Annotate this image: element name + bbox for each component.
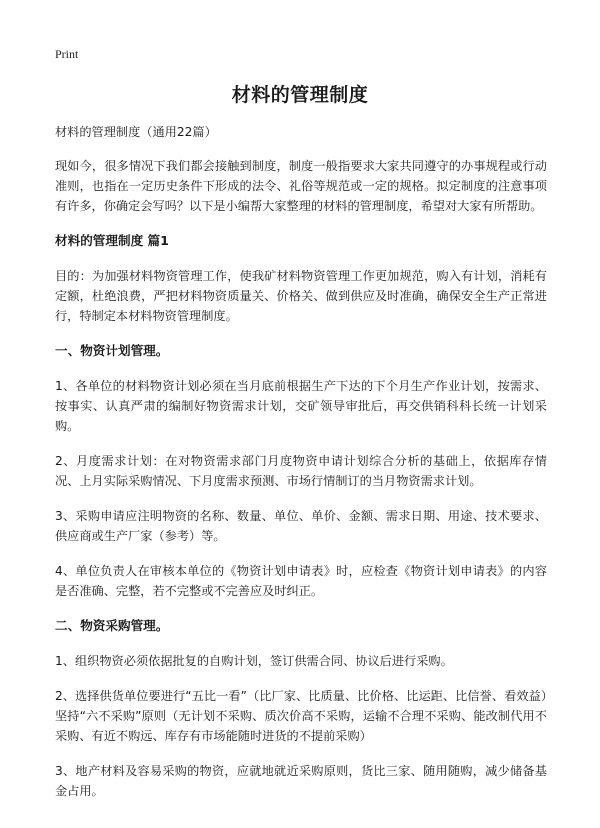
document-body: [55, 122, 547, 816]
document-subtitle: 材料的管理制度（通用22篇）: [55, 125, 217, 139]
part-heading-procurement: 二、物资采购管理。: [55, 618, 169, 633]
list-item: 4、单位负责人在审核本单位的《物资计划申请表》时，应检查《物资计划申请表》的内容是否准确、完整，若不完整或不完善应及时纠正。: [55, 564, 547, 598]
part-heading-plan: 一、物资计划管理。: [55, 343, 169, 358]
section-heading: 材料的管理制度 篇1: [55, 233, 169, 248]
list-item: 1、各单位的材料物资计划必须在当月底前根据生产下达的下个月生产作业计划，按需求、按事实、认真严肃的编制好物资需求计划，交矿领导审批后，再交供销科科长统一计划采购。: [55, 379, 547, 433]
purpose-paragraph: 目的：为加强材料物资管理工作，使我矿材料物资管理工作更加规范，购入有计划，消耗有定额，杜绝浪费，严把材料物资质量关、价格关、做到供应及时准确，确保安全生产正常进行，特制定本材料物资管理制度。: [55, 269, 547, 323]
document-title: 材料的管理制度: [231, 84, 369, 106]
list-item: 2、月度需求计划：在对物资需求部门月度物资申请计划综合分析的基础上，依据库存情况、上月实际采购情况、下月度需求预测、市场行情制订的当月物资需求计划。: [55, 454, 547, 488]
intro-paragraph: 现如今，很多情况下我们都会接触到制度，制度一般指要求大家共同遵守的办事规程或行动准则，也指在一定历史条件下形成的法令、礼俗等规范或一定的规格。拟定制度的注意事项有许多，你确定会写吗？以下是小编帮大家整理的材料的管理制度，希望对大家有所帮助。: [55, 159, 547, 213]
list-item: 3、采购申请应注明物资的名称、数量、单位、单价、金额、需求日期、用途、技术要求、供应商或生产厂家（参考）等。: [55, 509, 547, 543]
list-item: 2、选择供货单位要进行“五比一看”（比厂家、比质量、比价格、比运距、比信誉、看效益）坚持“六不采购”原则（无计划不采购、质次价高不采购，运输不合理不采购、能改制代用不采购、有近不购远、库存有市场能随时进货的不提前采购）: [55, 689, 547, 743]
list-item: 3、地产材料及容易采购的物资，应就地就近采购原则，货比三家、随用随购，减少储备基金占用。: [55, 764, 547, 798]
list-item: 1、组织物资必须依据批复的自购计划，签订供需合同、协议后进行采购。: [55, 654, 453, 668]
print-label: Print: [55, 47, 79, 61]
